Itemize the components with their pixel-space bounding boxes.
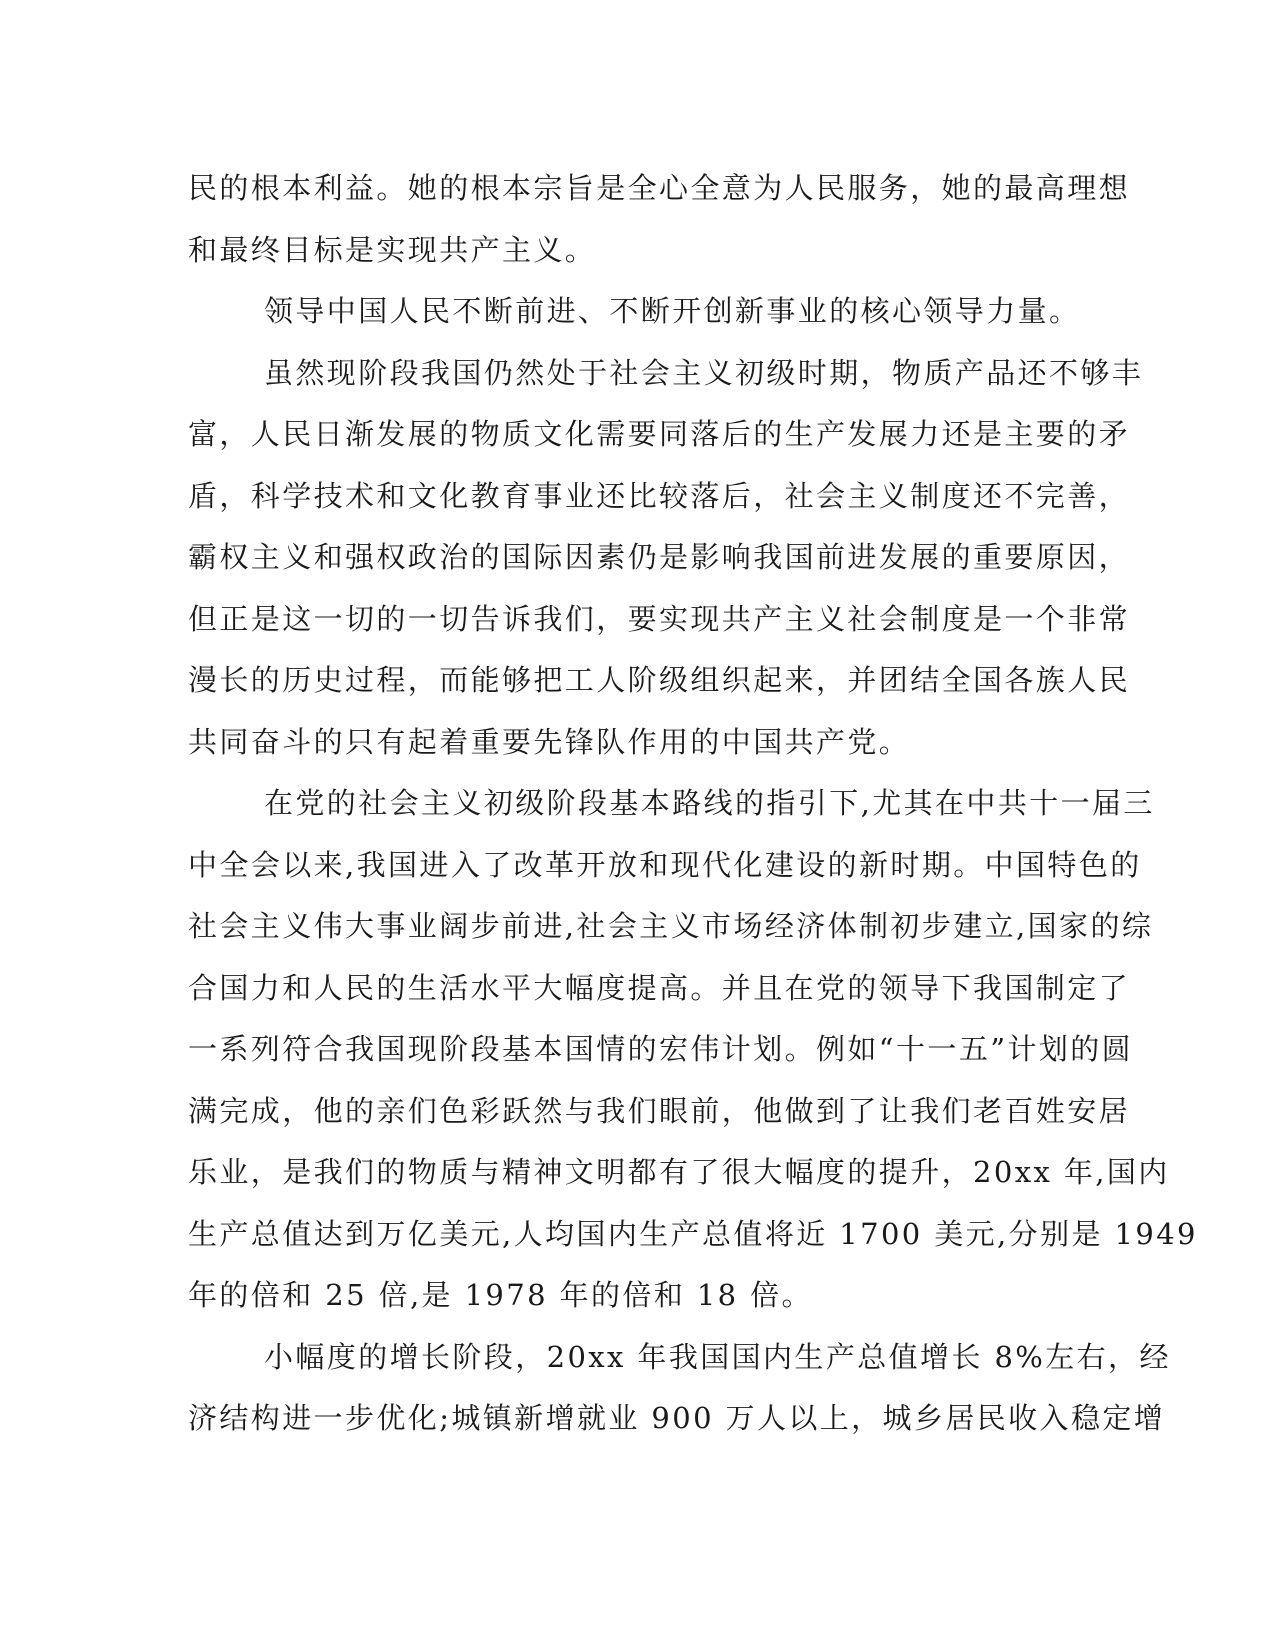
text-line: 盾，科学技术和文化教育事业还比较落后，社会主义制度还不完善， bbox=[188, 478, 1131, 513]
paragraph-first-line: 在党的社会主义初级阶段基本路线的指引下,尤其在中共十一届三 bbox=[264, 786, 1155, 820]
paragraph-first-line: 领导中国人民不断前进、不断开创新事业的核心领导力量。 bbox=[264, 294, 1081, 328]
text-line: 社会主义伟大事业阔步前进,社会主义市场经济体制初步建立,国家的综 bbox=[188, 909, 1154, 943]
text-line: 中全会以来,我国进入了改革开放和现代化建设的新时期。中国特色的 bbox=[188, 847, 1142, 882]
text-line: 富，人民日渐发展的物质文化需要同落后的生产发展力还是主要的矛 bbox=[188, 417, 1131, 451]
text-line: 生产总值达到万亿美元,人均国内生产总值将近 1700 美元,分别是 1949 bbox=[188, 1216, 1198, 1251]
text-line: 济结构进一步优化;城镇新增就业 900 万人以上，城乡居民收入稳定增 bbox=[188, 1401, 1166, 1435]
text-line: 合国力和人民的生活水平大幅度提高。并且在党的领导下我国制定了 bbox=[188, 970, 1131, 1005]
text-line: 但正是这一切的一切告诉我们，要实现共产主义社会制度是一个非常 bbox=[188, 601, 1131, 636]
text-line: 一系列符合我国现阶段基本国情的宏伟计划。例如“十一五”计划的圆 bbox=[188, 1032, 1134, 1066]
text-line: 满完成，他的亲们色彩跃然与我们眼前，他做到了让我们老百姓安居 bbox=[188, 1093, 1131, 1128]
body-text bbox=[188, 158, 1198, 1450]
text-line: 年的倍和 25 倍,是 1978 年的倍和 18 倍。 bbox=[188, 1278, 813, 1312]
text-line: 共同奋斗的只有起着重要先锋队作用的中国共产党。 bbox=[188, 724, 911, 759]
text-line: 漫长的历史过程，而能够把工人阶级组织起来，并团结全国各族人民 bbox=[188, 663, 1131, 697]
text-line: 和最终目标是实现共产主义。 bbox=[188, 232, 597, 267]
text-line: 乐业，是我们的物质与精神文明都有了很大幅度的提升，20xx 年,国内 bbox=[188, 1155, 1170, 1189]
paragraph-first-line: 小幅度的增长阶段，20xx 年我国国内生产总值增长 8%左右，经 bbox=[264, 1339, 1171, 1374]
text-line: 民的根本利益。她的根本宗旨是全心全意为人民服务，她的最高理想 bbox=[188, 171, 1131, 205]
paragraph-first-line: 虽然现阶段我国仍然处于社会主义初级时期，物质产品还不够丰 bbox=[264, 355, 1144, 390]
text-line: 霸权主义和强权政治的国际因素仍是影响我国前进发展的重要原因， bbox=[188, 540, 1131, 574]
